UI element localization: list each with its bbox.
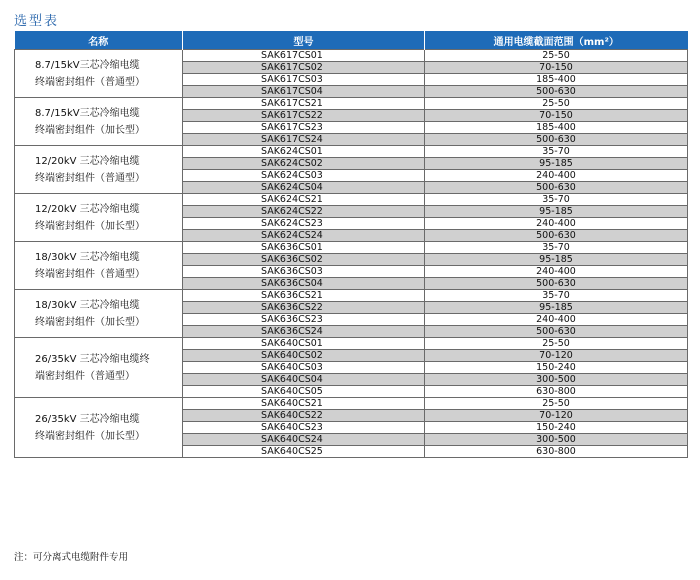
model-cell: SAK617CS04 (183, 86, 425, 98)
header-name: 名称 (15, 31, 183, 50)
range-cell: 500-630 (425, 278, 688, 290)
range-cell: 500-630 (425, 86, 688, 98)
range-cell: 95-185 (425, 206, 688, 218)
model-cell: SAK617CS22 (183, 110, 425, 122)
range-cell: 35-70 (425, 242, 688, 254)
model-cell: SAK640CS23 (183, 422, 425, 434)
range-cell: 70-150 (425, 110, 688, 122)
product-name-cell: 8.7/15kV三芯冷缩电缆 终端密封组件（加长型） (15, 98, 183, 146)
product-name-cell: 12/20kV 三芯冷缩电缆 终端密封组件（加长型） (15, 194, 183, 242)
range-cell: 150-240 (425, 422, 688, 434)
range-cell: 35-70 (425, 194, 688, 206)
model-cell: SAK624CS02 (183, 158, 425, 170)
table-row (15, 50, 688, 62)
model-cell: SAK617CS02 (183, 62, 425, 74)
table-row (15, 290, 688, 302)
range-cell: 300-500 (425, 374, 688, 386)
table-row (15, 242, 688, 254)
range-cell: 185-400 (425, 74, 688, 86)
range-cell: 25-50 (425, 398, 688, 410)
table-row (15, 398, 688, 410)
model-cell: SAK640CS02 (183, 350, 425, 362)
range-cell: 240-400 (425, 170, 688, 182)
range-cell: 25-50 (425, 98, 688, 110)
model-cell: SAK640CS25 (183, 446, 425, 458)
model-cell: SAK617CS21 (183, 98, 425, 110)
model-cell: SAK624CS23 (183, 218, 425, 230)
model-cell: SAK636CS21 (183, 290, 425, 302)
range-cell: 70-120 (425, 410, 688, 422)
range-cell: 95-185 (425, 302, 688, 314)
model-cell: SAK617CS03 (183, 74, 425, 86)
range-cell: 500-630 (425, 326, 688, 338)
range-cell: 185-400 (425, 122, 688, 134)
model-cell: SAK617CS24 (183, 134, 425, 146)
model-cell: SAK640CS21 (183, 398, 425, 410)
range-cell: 500-630 (425, 134, 688, 146)
model-cell: SAK636CS02 (183, 254, 425, 266)
table-body (15, 50, 688, 458)
model-cell: SAK624CS03 (183, 170, 425, 182)
range-cell: 95-185 (425, 158, 688, 170)
model-cell: SAK617CS23 (183, 122, 425, 134)
range-cell: 500-630 (425, 182, 688, 194)
model-cell: SAK640CS24 (183, 434, 425, 446)
range-cell: 240-400 (425, 266, 688, 278)
model-cell: SAK636CS24 (183, 326, 425, 338)
model-cell: SAK636CS23 (183, 314, 425, 326)
range-cell: 630-800 (425, 386, 688, 398)
model-cell: SAK624CS21 (183, 194, 425, 206)
range-cell: 630-800 (425, 446, 688, 458)
model-cell: SAK624CS24 (183, 230, 425, 242)
model-cell: SAK640CS05 (183, 386, 425, 398)
model-cell: SAK640CS01 (183, 338, 425, 350)
model-cell: SAK640CS04 (183, 374, 425, 386)
header-model: 型号 (183, 31, 425, 50)
footnote: 注：可分离式电缆附件专用 (14, 552, 129, 563)
range-cell: 25-50 (425, 50, 688, 62)
product-name-cell: 12/20kV 三芯冷缩电缆 终端密封组件（普通型） (15, 146, 183, 194)
range-cell: 240-400 (425, 218, 688, 230)
range-cell: 500-630 (425, 230, 688, 242)
product-name-cell: 18/30kV 三芯冷缩电缆 终端密封组件（普通型） (15, 242, 183, 290)
model-cell: SAK624CS04 (183, 182, 425, 194)
range-cell: 70-150 (425, 62, 688, 74)
product-name-cell: 8.7/15kV三芯冷缩电缆 终端密封组件（普通型） (15, 50, 183, 98)
product-name-cell: 26/35kV 三芯冷缩电缆 终端密封组件（加长型） (15, 398, 183, 458)
range-cell: 240-400 (425, 314, 688, 326)
product-name-cell: 18/30kV 三芯冷缩电缆 终端密封组件（加长型） (15, 290, 183, 338)
table-row (15, 146, 688, 158)
product-name-cell: 26/35kV 三芯冷缩电缆终 端密封组件（普通型） (15, 338, 183, 398)
range-cell: 150-240 (425, 362, 688, 374)
range-cell: 35-70 (425, 146, 688, 158)
header-range: 通用电缆截面范围（mm²） (425, 31, 688, 50)
model-cell: SAK640CS22 (183, 410, 425, 422)
range-cell: 25-50 (425, 338, 688, 350)
page-title: 选型表 (14, 14, 60, 29)
table-row (15, 338, 688, 350)
model-cell: SAK636CS03 (183, 266, 425, 278)
range-cell: 70-120 (425, 350, 688, 362)
model-cell: SAK636CS04 (183, 278, 425, 290)
table-row (15, 194, 688, 206)
model-cell: SAK636CS01 (183, 242, 425, 254)
model-cell: SAK636CS22 (183, 302, 425, 314)
table-row (15, 98, 688, 110)
range-cell: 95-185 (425, 254, 688, 266)
selection-table (14, 31, 688, 458)
range-cell: 300-500 (425, 434, 688, 446)
model-cell: SAK624CS22 (183, 206, 425, 218)
model-cell: SAK640CS03 (183, 362, 425, 374)
model-cell: SAK617CS01 (183, 50, 425, 62)
table-header-row (15, 31, 688, 50)
model-cell: SAK624CS01 (183, 146, 425, 158)
range-cell: 35-70 (425, 290, 688, 302)
